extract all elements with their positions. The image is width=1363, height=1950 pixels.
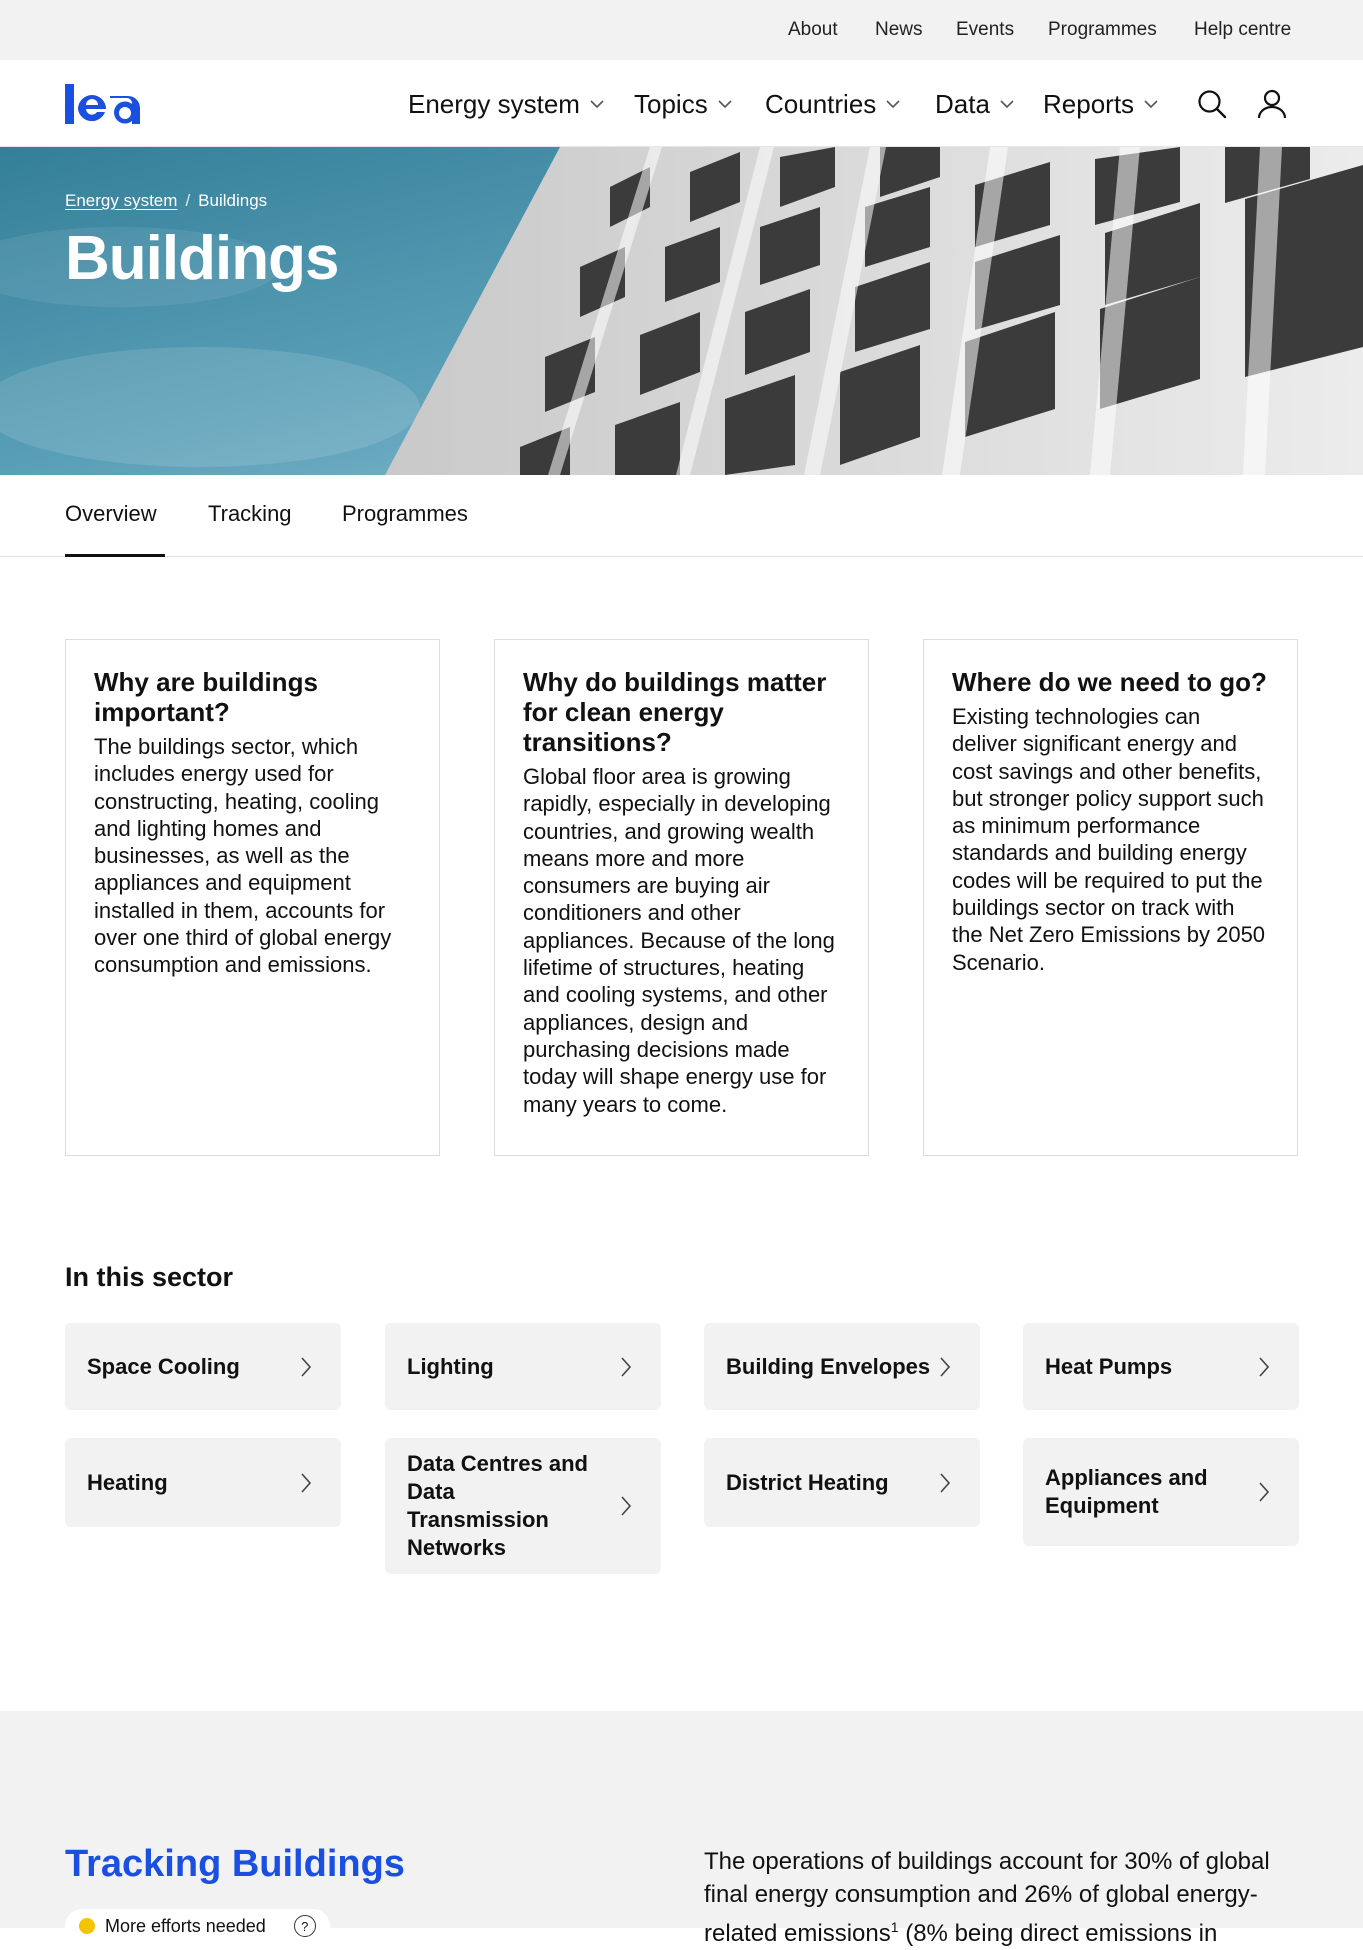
sector-heading: In this sector <box>65 1262 234 1292</box>
card-title: Why do buildings matter for clean energy transitions? <box>523 667 827 757</box>
card-body: Global floor area is growing rapidly, especially in developing countries, and growing wealth means more and more consumers are buying air conditioners and other appliances. Because of the long lifetime of structures, heating and cooling systems, and other appliances, design and purchasing decisions made today will shape energy use for many years to come. <box>523 764 835 1117</box>
nav-topics[interactable] <box>634 87 732 121</box>
chevron-right-icon <box>938 1472 952 1494</box>
nav-label: Energy system <box>408 88 580 119</box>
tab-overview[interactable]: Overview <box>65 501 157 526</box>
sector-tile-heating[interactable] <box>65 1438 341 1527</box>
breadcrumb-separator: / <box>185 191 191 210</box>
card-body: Existing technologies can deliver significant energy and cost savings and other benefits, but stronger policy support such as minimum performance standards and building energy codes will be required to put the buildings sector on track with the Net Zero Emissions by 2050 Scenario. <box>952 704 1266 975</box>
nav-label: Countries <box>765 88 877 119</box>
sector-tile-heat-pumps[interactable] <box>1023 1323 1299 1410</box>
chevron-down-icon <box>1144 97 1158 111</box>
nav-data[interactable] <box>935 87 1014 121</box>
account-button[interactable] <box>1252 84 1292 124</box>
nav-countries[interactable] <box>765 87 900 121</box>
iea-logo[interactable] <box>65 82 160 126</box>
info-card <box>923 639 1298 1156</box>
utility-link-about[interactable]: About <box>788 19 838 40</box>
nav-energy-system[interactable] <box>408 87 604 121</box>
main-header <box>0 60 1363 147</box>
tracking-section <box>0 1711 1363 1947</box>
utility-link-events[interactable]: Events <box>956 19 1015 40</box>
tracking-text-cont: (8% being direct emissions in <box>898 1920 1218 1947</box>
chevron-down-icon <box>1000 97 1014 111</box>
chevron-down-icon <box>590 97 604 111</box>
active-tab-indicator <box>65 554 165 557</box>
card-title: Why are buildings important? <box>94 667 318 727</box>
sector-tile-district-heating[interactable] <box>704 1438 980 1527</box>
info-card <box>494 639 869 1156</box>
status-badge-label: More efforts needed <box>105 1915 266 1936</box>
tab-tracking[interactable]: Tracking <box>208 501 292 526</box>
sector-tile-building-envelopes[interactable] <box>704 1323 980 1410</box>
chevron-right-icon <box>299 1356 313 1378</box>
sector-tile-label: Heat Pumps <box>1045 1353 1173 1379</box>
status-badge <box>65 1909 330 1943</box>
page-title: Buildings <box>65 224 339 293</box>
chevron-right-icon <box>619 1356 633 1378</box>
footnote-ref[interactable]: 1 <box>890 1919 899 1935</box>
search-icon <box>1197 89 1227 119</box>
sector-tile-label: Heating <box>87 1469 168 1495</box>
status-dot-icon <box>79 1918 95 1934</box>
tracking-description <box>704 1845 1304 1950</box>
sector-tile-data-centres[interactable] <box>385 1438 661 1574</box>
section-tabs <box>0 475 1363 557</box>
nav-label: Data <box>935 88 990 119</box>
chevron-down-icon <box>718 97 732 111</box>
tab-programmes[interactable]: Programmes <box>342 501 468 526</box>
card-title: Where do we need to go? <box>952 667 1267 697</box>
chevron-right-icon <box>938 1356 952 1378</box>
nav-label: Reports <box>1043 88 1135 119</box>
tracking-text: The operations of buildings account for 30% of global final energy consumption and 26% of global energy-related emissions <box>704 1848 1270 1947</box>
sector-tile-lighting[interactable] <box>385 1323 661 1410</box>
help-icon[interactable]: ? <box>294 1915 316 1937</box>
sector-tile-space-cooling[interactable] <box>65 1323 341 1410</box>
nav-reports[interactable] <box>1043 87 1158 121</box>
utility-link-news[interactable]: News <box>875 19 923 40</box>
card-body: The buildings sector, which includes energy used for constructing, heating, cooling and lighting homes and businesses, as well as the appliances and equipment installed in them, accounts for over one third of global energy consumption and emissions. <box>94 734 392 978</box>
tracking-title[interactable]: Tracking Buildings <box>65 1843 405 1885</box>
search-button[interactable] <box>1192 84 1232 124</box>
chevron-right-icon <box>299 1472 313 1494</box>
chevron-right-icon <box>1257 1356 1271 1378</box>
sector-tile-label: Building Envelopes <box>726 1353 931 1379</box>
chevron-right-icon <box>1257 1481 1271 1503</box>
sector-tile-label: Data Centres and Data Transmission Networks <box>407 1451 588 1560</box>
utility-link-help-centre[interactable]: Help centre <box>1194 19 1292 40</box>
breadcrumb-link-energy-system[interactable]: Energy system <box>65 191 178 210</box>
user-icon <box>1257 89 1287 119</box>
breadcrumb <box>65 191 267 211</box>
sector-tile-appliances[interactable] <box>1023 1438 1299 1546</box>
utility-bar <box>0 0 1363 60</box>
info-card <box>65 639 440 1156</box>
sector-tile-label: Space Cooling <box>87 1353 240 1379</box>
sector-tile-label: Lighting <box>407 1353 494 1379</box>
breadcrumb-current: Buildings <box>198 191 268 210</box>
chevron-down-icon <box>886 97 900 111</box>
utility-link-programmes[interactable]: Programmes <box>1048 19 1157 40</box>
hero-banner <box>0 147 1363 475</box>
sector-tile-label: Appliances and Equipment <box>1045 1465 1208 1518</box>
nav-label: Topics <box>634 88 708 119</box>
chevron-right-icon <box>619 1495 633 1517</box>
sector-tile-label: District Heating <box>726 1469 889 1495</box>
